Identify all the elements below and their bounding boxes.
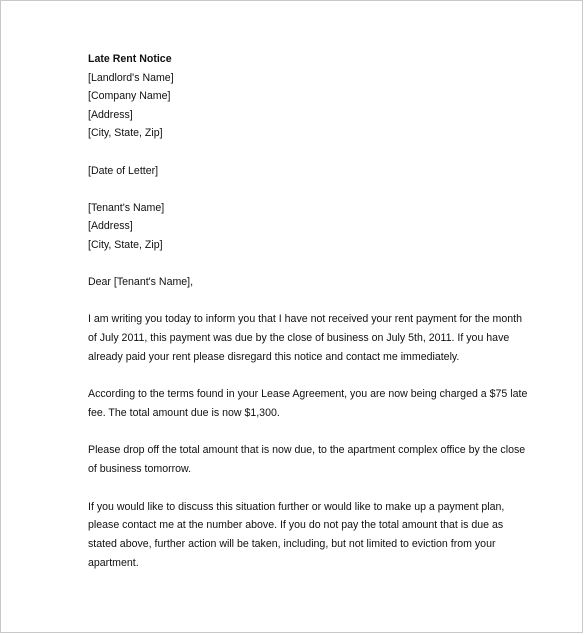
paragraph-further-action: If you would like to discuss this situation further or would like to make up a payment plan, please contact me at the number above. If you do not pay the total amount that is due as stated above, further action will be taken, including, but not limited to eviction from your apartment. xyxy=(88,500,505,570)
salutation: Dear [Tenant's Name], xyxy=(88,276,194,289)
spacer xyxy=(88,423,528,442)
spacer xyxy=(88,143,528,162)
spacer xyxy=(88,367,528,386)
spacer xyxy=(88,180,528,199)
letter-title: Late Rent Notice xyxy=(88,53,172,65)
landlord-address-block xyxy=(88,69,528,143)
landlord-city-state-zip: [City, State, Zip] xyxy=(88,127,163,140)
letter-content xyxy=(88,50,528,573)
spacer xyxy=(88,255,528,274)
tenant-city-state-zip: [City, State, Zip] xyxy=(88,238,163,251)
tenant-address: [Address] xyxy=(88,220,133,233)
date-of-letter: [Date of Letter] xyxy=(88,164,159,177)
paragraph-payment-overdue: I am writing you today to inform you that I have not received your rent payment for the month of July 2011, this payment was due by the close of business on July 5th, 2011. If you have already paid your rent please disregard this notice and contact me immediately. xyxy=(88,313,522,363)
tenant-address-block xyxy=(88,199,528,255)
company-name: [Company Name] xyxy=(88,90,171,103)
paragraph-drop-off: Please drop off the total amount that is now due, to the apartment complex office by the close of business tomorrow. xyxy=(88,444,526,476)
spacer xyxy=(88,479,528,498)
paragraph-late-fee: According to the terms found in your Lease Agreement, you are now being charged a $75 late fee. The total amount due is now $1,300. xyxy=(88,388,528,420)
landlord-address: [Address] xyxy=(88,108,133,121)
landlord-name: [Landlord's Name] xyxy=(88,71,174,84)
tenant-name: [Tenant's Name] xyxy=(88,201,165,214)
spacer xyxy=(88,292,528,311)
